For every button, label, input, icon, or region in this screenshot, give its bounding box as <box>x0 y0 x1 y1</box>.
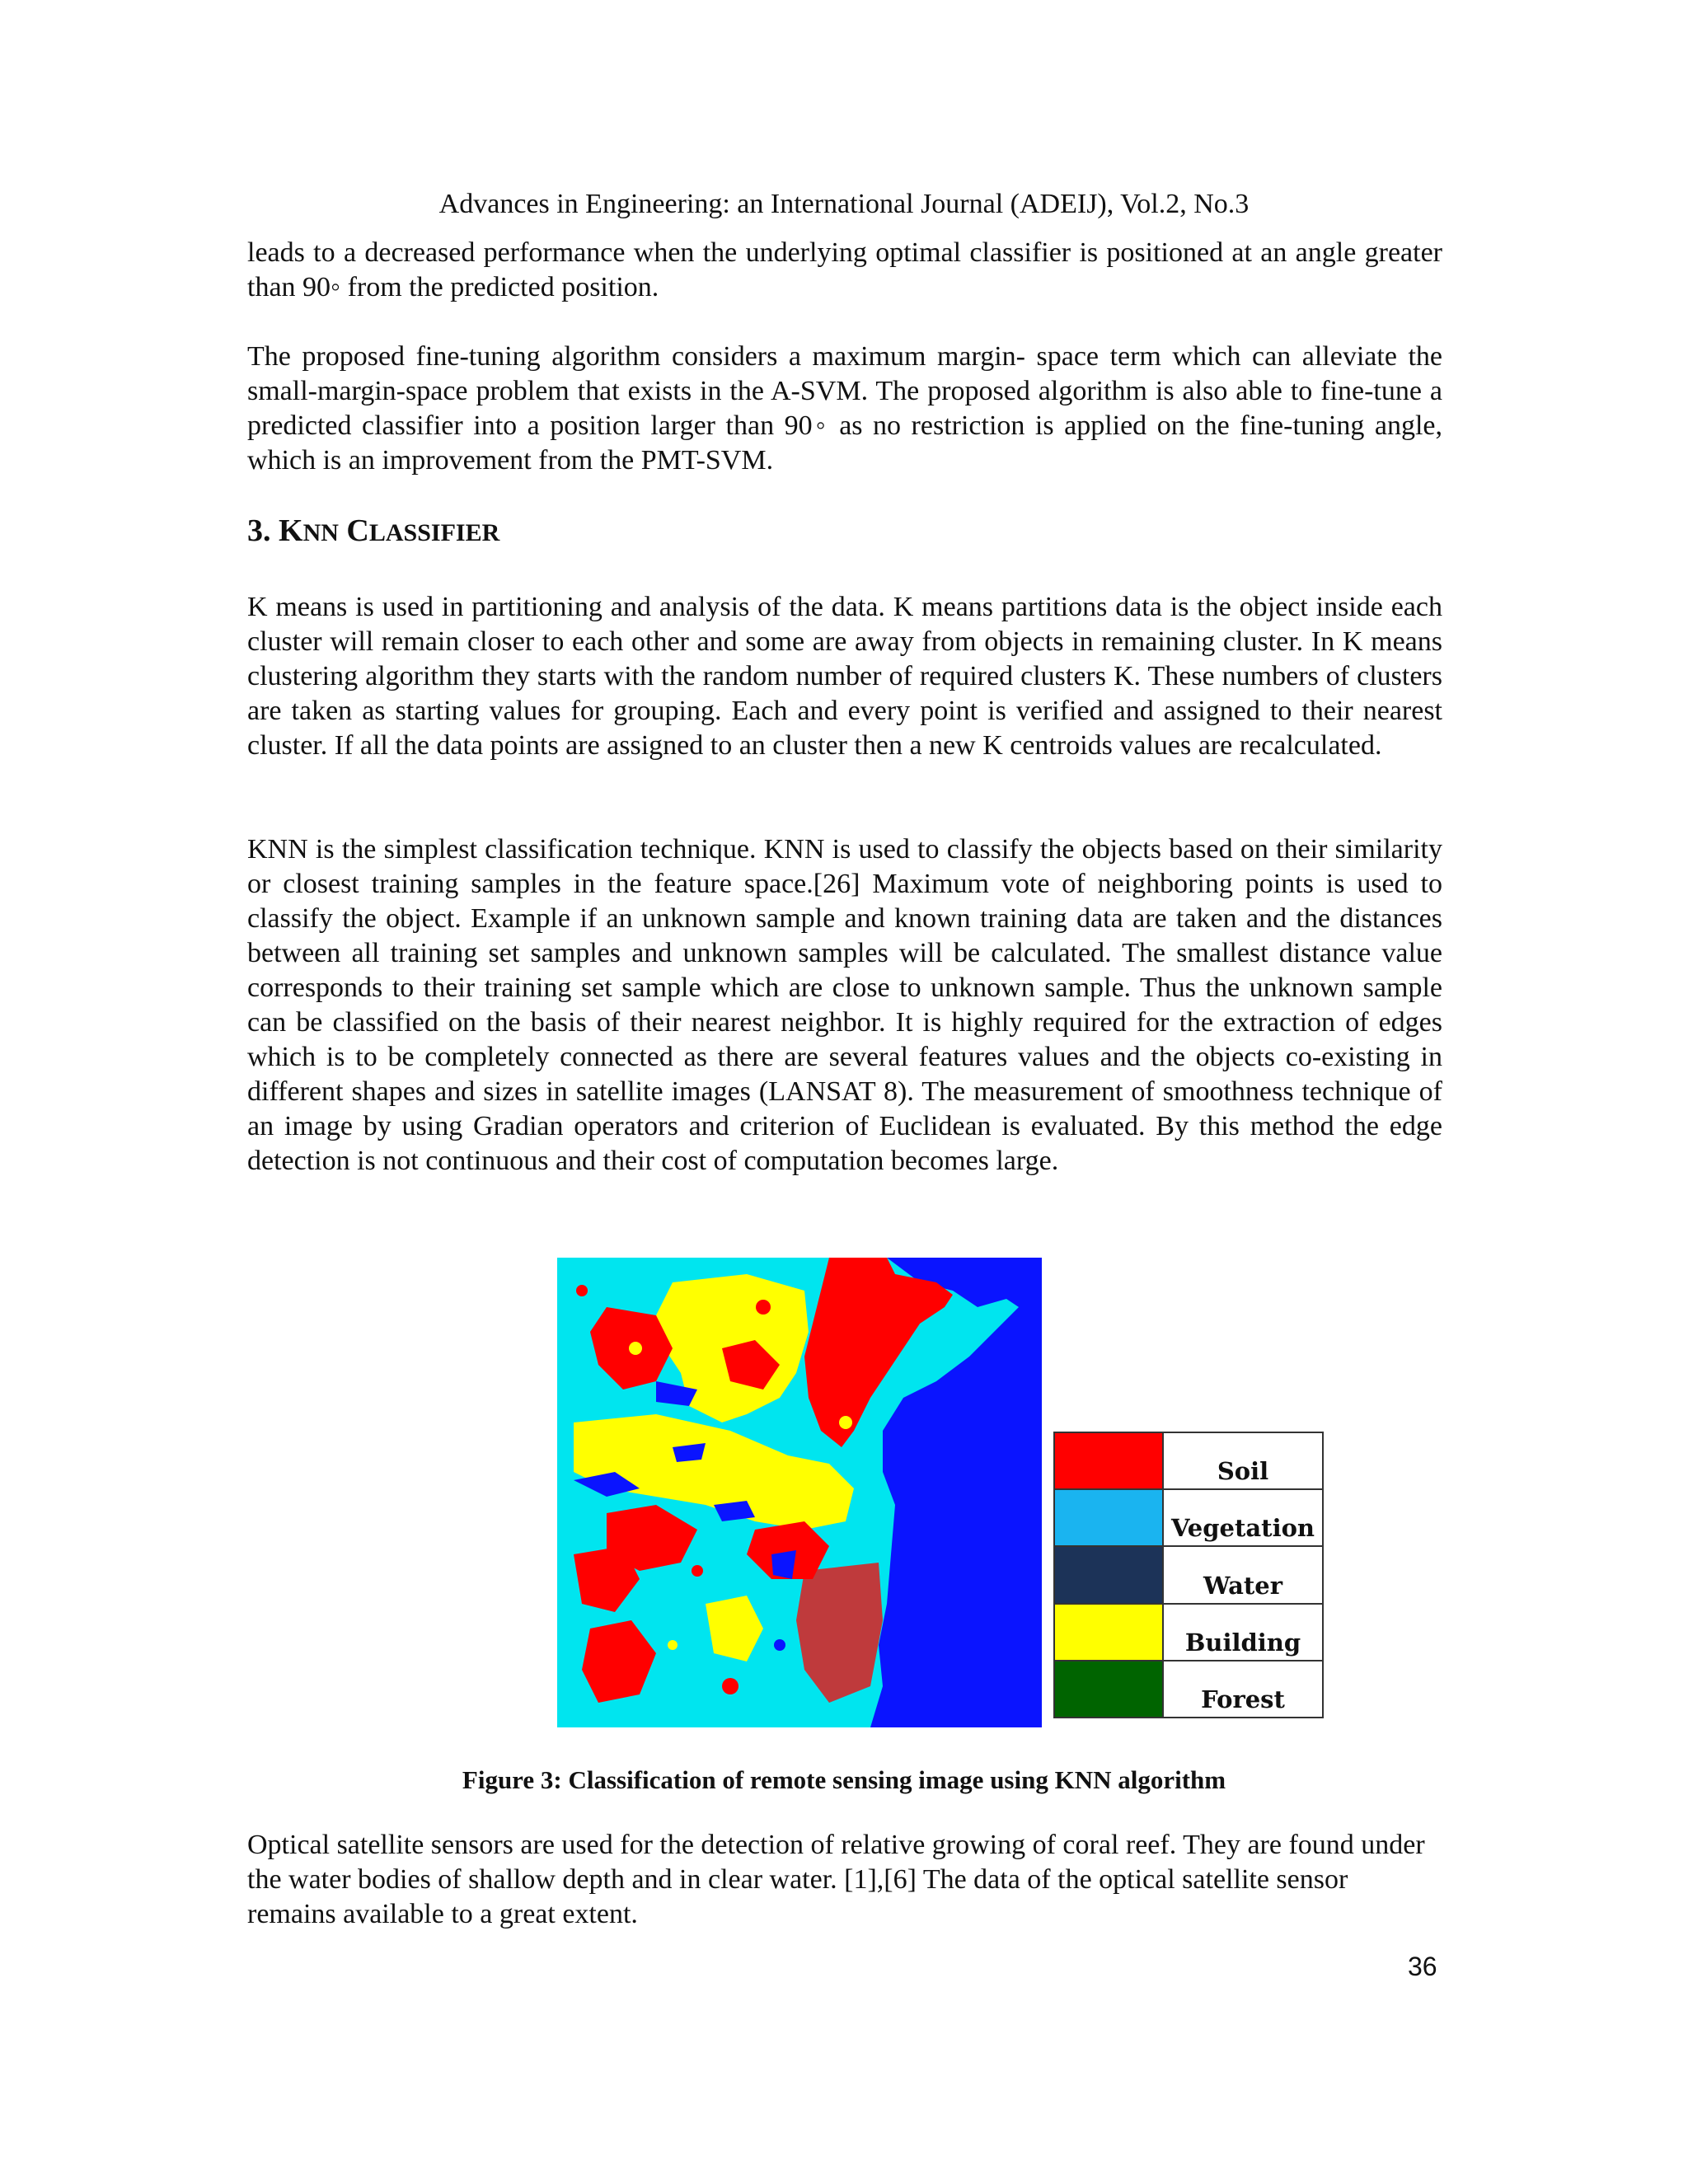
legend-label-vegetation: Vegetation <box>1170 1514 1315 1543</box>
classification-legend <box>1053 1432 1324 1718</box>
legend-row-water <box>1055 1547 1322 1604</box>
legend-swatch-water <box>1055 1547 1164 1602</box>
section-title-lassifier: LASSIFIER <box>368 519 500 546</box>
section-heading <box>247 513 499 549</box>
page-number: 36 <box>1408 1952 1437 1981</box>
legend-label-forest: Forest <box>1201 1685 1285 1714</box>
speckle <box>692 1565 703 1577</box>
speckle <box>668 1640 678 1650</box>
speckle <box>774 1639 785 1651</box>
legend-swatch-soil <box>1055 1433 1164 1488</box>
legend-label-building: Building <box>1184 1628 1301 1657</box>
paragraph-2: The proposed fine-tuning algorithm considers a maximum margin- space term which can alleviate the small-margin-space problem that exists in the A-SVM. The proposed algorithm is also able to fine-tune a predicted classifier into a position larger than 90◦ as no restriction is applied on the fine-tuning angle, which is an improvement from the PMT-SVM. <box>247 341 1442 476</box>
section-number: 3. <box>247 513 271 548</box>
legend-label-water: Water <box>1203 1571 1282 1600</box>
classification-map-image <box>557 1258 1042 1727</box>
paragraph-1: leads to a decreased performance when the underlying optimal classifier is positioned at an angle greater than 90◦ from the predicted position. <box>247 237 1442 302</box>
speckle <box>576 1285 588 1296</box>
speckle <box>629 1342 642 1355</box>
legend-swatch-building <box>1055 1605 1164 1660</box>
legend-swatch-forest <box>1055 1661 1164 1717</box>
paragraph-4: KNN is the simplest classification technique. KNN is used to classify the objects based on their similarity or closest training samples in the feature space.[26] Maximum vote of neighboring points is used to classify the object. Example if an unknown sample and known training data are taken and the distances between all training set samples and unknown samples will be calculated. The smallest distance value corresponds to their training set sample which are close to unknown sample. Thus the unknown sample can be classified on the basis of their nearest neighbor. It is highly required for the extraction of edges which is to be completely connected as there are several features values and the objects co-existing in different shapes and sizes in satellite images (LANSAT 8). The measurement of smoothness technique of an image by using Gradian operators and criterion of Euclidean is evaluated. By this method the edge detection is not continuous and their cost of computation becomes large. <box>247 834 1442 1176</box>
legend-row-building <box>1055 1605 1322 1661</box>
legend-row-vegetation <box>1055 1490 1322 1547</box>
paragraph-5: Optical satellite sensors are used for the detection of relative growing of coral reef. They are found under the water bodies of shallow depth and in clear water. [1],[6] The data of the optical satellite sensor remains available to a great extent. <box>247 1830 1425 1929</box>
legend-label-soil: Soil <box>1217 1457 1269 1486</box>
section-title-k: K <box>279 513 303 548</box>
water-patch-4 <box>771 1550 796 1579</box>
paragraph-3: K means is used in partitioning and analysis of the data. K means partitions data is the object inside each cluster will remain closer to each other and some are away from objects in remaining cluster. In K means clustering algorithm they starts with the random number of required clusters K. These numbers of clusters are taken as starting values for grouping. Each and every point is verified and assigned to their nearest cluster. If all the data points are assigned to an cluster then a new K centroids values are recalculated. <box>247 592 1442 761</box>
section-title-nn: NN <box>302 519 339 546</box>
speckle <box>722 1678 738 1694</box>
legend-row-soil <box>1055 1433 1322 1490</box>
legend-swatch-vegetation <box>1055 1490 1164 1545</box>
legend-row-forest <box>1055 1661 1322 1717</box>
speckle <box>839 1416 852 1429</box>
journal-header: Advances in Engineering: an International Journal (ADEIJ), Vol.2, No.3 <box>438 189 1250 219</box>
speckle <box>756 1300 771 1315</box>
section-title-c: C <box>338 513 369 548</box>
figure-caption: Figure 3: Classification of remote sensing image using KNN algorithm <box>462 1765 1226 1794</box>
